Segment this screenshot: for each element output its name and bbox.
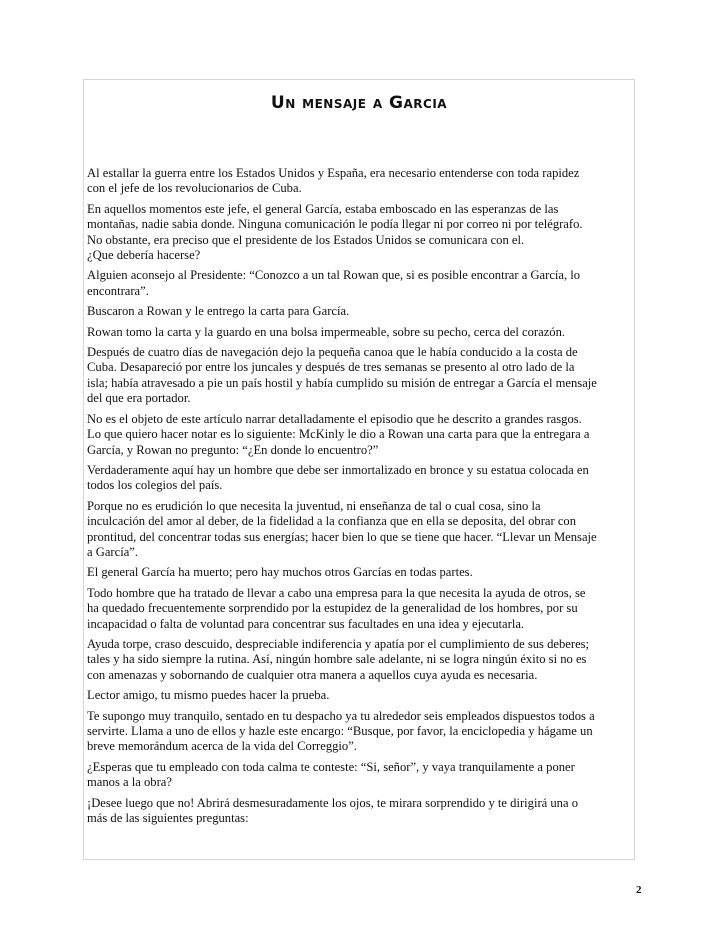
document-body <box>87 166 635 831</box>
paragraph-8: Verdaderamente aquí hay un hombre que debe ser inmortalizado en bronce y su estatua colocada en todos los colegios del país. <box>87 462 589 493</box>
paragraph-14: Te supongo muy tranquilo, sentado en tu despacho ya tu alrededor seis empleados dispuestos todos a servirte. Llama a uno de ellos y hazle este encargo: “Busque, por favor, la enciclopedia y hágame un breve memorándum acerca de la vida del Correggio”. <box>87 708 595 754</box>
page-number: 2 <box>636 884 642 896</box>
paragraph-4: Buscaron a Rowan y le entrego la carta para García. <box>87 304 350 319</box>
paragraph-6: Después de cuatro días de navegación dejo la pequeña canoa que le había conducido a la costa de Cuba. Desapareció por entre los juncales y después de tres semanas se presento al otro lado de la isla; había atravesado a pie un país hostil y había cumplido su misión de entregar a García el mensaje del que era portador. <box>87 345 597 406</box>
paragraph-11: Todo hombre que ha tratado de llevar a cabo una empresa para la que necesita la ayuda de otros, se ha quedado frecuentemente sorprendido por la estupidez de la generalidad de los hombres, por su incapacidad o falta de voluntad para concentrar sus facultades en una idea y ejecutarla. <box>87 585 586 631</box>
paragraph-3: Alguien aconsejo al Presidente: “Conozco a un tal Rowan que, si es posible encontrar a García, lo encontrara”. <box>87 268 581 298</box>
paragraph-10: El general García ha muerto; pero hay muchos otros Garcías en todas partes. <box>87 565 473 580</box>
paragraph-16: ¡Desee luego que no! Abrirá desmesuradamente los ojos, te mirara sorprendido y te dirigirá una o más de las siguientes preguntas: <box>87 795 579 826</box>
document-title: Un mensaje a Garcia <box>270 93 448 113</box>
paragraph-5: Rowan tomo la carta y la guardo en una bolsa impermeable, sobre su pecho, cerca del corazón. <box>87 324 566 339</box>
paragraph-2: En aquellos momentos este jefe, el general García, estaba emboscado en las esperanzas de las montañas, nadie sabia donde. Ninguna comunicación le podía llegar ni por correo ni por telégrafo. No obstante, era preciso que el presidente de los Estados Unidos se comunicara con el. ¿Que debería hacerse? <box>87 201 583 263</box>
paragraph-13: Lector amigo, tu mismo puedes hacer la prueba. <box>87 688 330 703</box>
paragraph-12: Ayuda torpe, craso descuido, despreciable indiferencia y apatía por el cumplimiento de sus deberes; tales y ha sido siempre la rutina. Así, ningún hombre sale adelante, ni se logra ningún éxito si no es con amenazas y sobornando de cualquier otra manera a aquellos cuya ayuda es necesaria. <box>87 636 590 682</box>
paragraph-9: Porque no es erudición lo que necesita la juventud, ni enseñanza de tal o cual cosa, sino la inculcación del amor al deber, de la fidelidad a la confianza que en ella se deposita, del obrar con prontitud, del concentrar todas sus energías; hacer bien lo que se tiene que hacer. “Llevar un Mensaje a García”. <box>87 498 597 559</box>
paragraph-1: Al estallar la guerra entre los Estados Unidos y España, era necesario entenderse con toda rapidez con el jefe de los revolucionarios de Cuba. <box>87 166 580 196</box>
paragraph-7: No es el objeto de este artículo narrar detalladamente el episodio que he descrito a grandes rasgos. Lo que quiero hacer notar es lo siguiente: McKinly le dio a Rowan una carta para que la entregara a García, y Rowan no pregunto: “¿En donde lo encuentro?” <box>87 411 590 457</box>
paragraph-15: ¿Esperas que tu empleado con toda calma te conteste: “Si, señor”, y vaya tranquilamente a poner manos a la obra? <box>87 759 575 790</box>
